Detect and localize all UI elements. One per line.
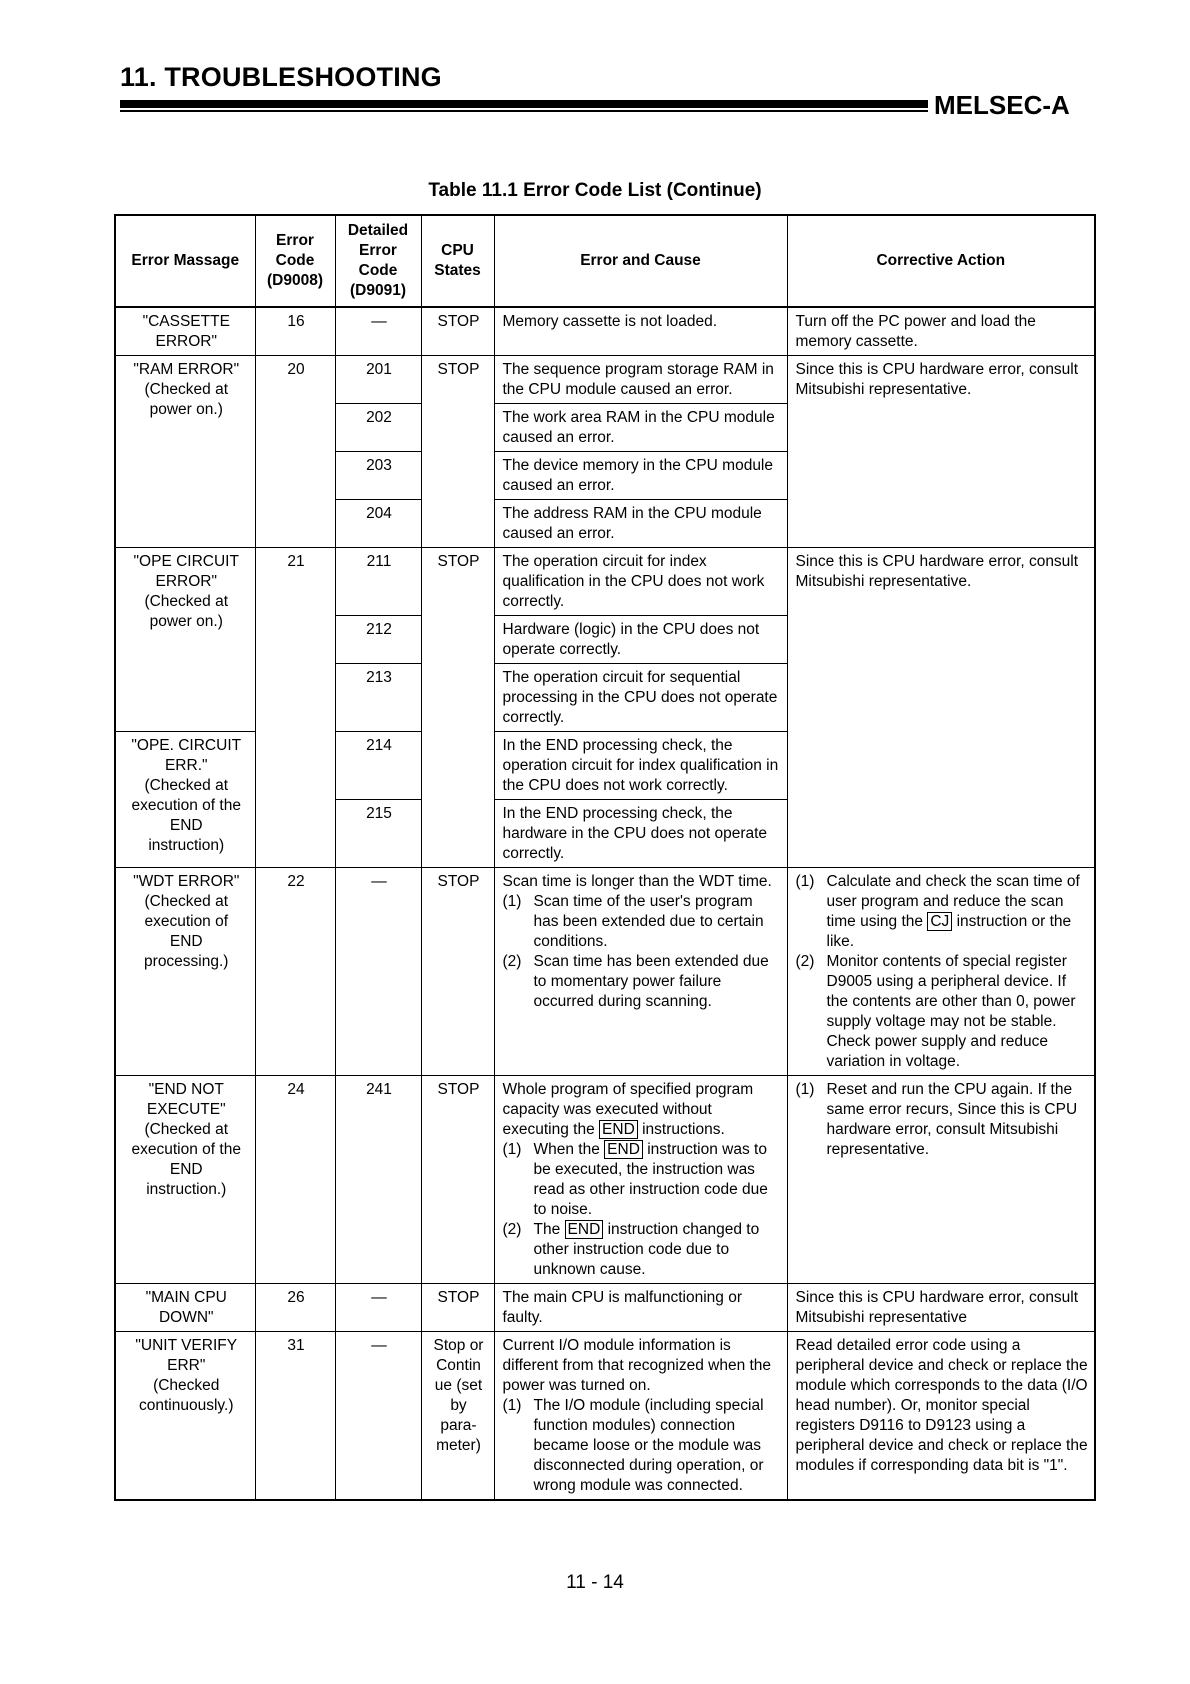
- corrective-action: [787, 868, 1095, 1076]
- error-message: "UNIT VERIFY ERR" (Checked continuously.): [115, 1332, 255, 1501]
- corrective-action: [787, 1076, 1095, 1284]
- cpu-state: STOP: [421, 548, 494, 868]
- error-cause: The address RAM in the CPU module caused an error.: [494, 500, 787, 548]
- list-item: (1) Reset and run the CPU again. If the same error recurs, Since this is CPU hardware error, consult Mitsubishi representative.: [795, 1081, 1078, 1158]
- detail-code: 212: [335, 616, 421, 664]
- detail-code: 202: [335, 404, 421, 452]
- detail-code: —: [335, 1332, 421, 1501]
- table-header-row: [115, 215, 1095, 307]
- table-row: [115, 868, 1095, 1076]
- error-code-table: [114, 214, 1096, 1501]
- detail-code: —: [335, 868, 421, 1076]
- list-item: (1) Calculate and check the scan time of user program and reduce the scan time using the CJ instruction or the like.: [795, 873, 1080, 950]
- error-code: 22: [255, 868, 335, 1076]
- error-cause: The operation circuit for index qualification in the CPU does not work correctly.: [494, 548, 787, 616]
- detail-code: 204: [335, 500, 421, 548]
- col-header-action: Corrective Action: [787, 215, 1095, 307]
- error-cause: The operation circuit for sequential processing in the CPU does not operate correctly.: [494, 664, 787, 732]
- page-number: 11 - 14: [566, 1572, 624, 1593]
- error-cause: [494, 1076, 787, 1284]
- list-item: (2) Scan time has been extended due to momentary power failure occurred during scanning.: [502, 953, 769, 1010]
- action-list: [796, 872, 1089, 1072]
- cpu-state: STOP: [421, 307, 494, 356]
- detail-code: 241: [335, 1076, 421, 1284]
- detail-code: 215: [335, 800, 421, 868]
- detail-code: 201: [335, 356, 421, 404]
- error-code: 16: [255, 307, 335, 356]
- detail-code: —: [335, 1284, 421, 1332]
- error-message: "CASSETTE ERROR": [115, 307, 255, 356]
- error-message: "WDT ERROR" (Checked at execution of END processing.): [115, 868, 255, 1076]
- error-message: "OPE. CIRCUIT ERR." (Checked at execution of the END instruction): [115, 732, 255, 868]
- cause-list: [503, 892, 781, 1012]
- cpu-state: STOP: [421, 1284, 494, 1332]
- error-cause: [494, 868, 787, 1076]
- table-row: [115, 1332, 1095, 1501]
- error-code: 21: [255, 548, 335, 868]
- error-message: "OPE CIRCUIT ERROR" (Checked at power on.): [115, 548, 255, 732]
- header-rule: [120, 100, 928, 108]
- action-list: [796, 1080, 1089, 1160]
- corrective-action: Since this is CPU hardware error, consult Mitsubishi representative.: [787, 356, 1095, 548]
- corrective-action: Turn off the PC power and load the memory cassette.: [787, 307, 1095, 356]
- cpu-state: STOP: [421, 1076, 494, 1284]
- error-message: "END NOT EXECUTE" (Checked at execution of the END instruction.): [115, 1076, 255, 1284]
- detail-code: 211: [335, 548, 421, 616]
- col-header-cause: Error and Cause: [494, 215, 787, 307]
- detail-code: —: [335, 307, 421, 356]
- error-cause: Memory cassette is not loaded.: [494, 307, 787, 356]
- cause-list: [503, 1140, 781, 1280]
- table-row: [115, 548, 1095, 616]
- list-item: (1) Scan time of the user's program has been extended due to certain conditions.: [502, 893, 764, 950]
- cause-intro: Current I/O module information is different from that recognized when the power was turned on.: [502, 1337, 772, 1394]
- error-code: 31: [255, 1332, 335, 1501]
- error-cause: Hardware (logic) in the CPU does not operate correctly.: [494, 616, 787, 664]
- cpu-state: STOP: [421, 868, 494, 1076]
- table-row: [115, 1284, 1095, 1332]
- detail-code: 213: [335, 664, 421, 732]
- list-item: (1) The I/O module (including special function modules) connection became loose or the module was disconnected during operation, or wrong module was connected.: [502, 1397, 764, 1494]
- list-item: (1) When the END instruction was to be executed, the instruction was read as other instruction code due to noise.: [502, 1141, 768, 1218]
- corrective-action: Read detailed error code using a peripheral device and check or replace the module which corresponds to the data (I/O head number). Or, monitor special registers D9116 to D9123 using a peripheral device and check or replace the modules if corresponding data bit is "1".: [787, 1332, 1095, 1501]
- error-cause: The main CPU is malfunctioning or faulty.: [494, 1284, 787, 1332]
- instruction-key-cj: CJ: [927, 912, 952, 931]
- error-code: 24: [255, 1076, 335, 1284]
- error-cause: In the END processing check, the operation circuit for index qualification in the CPU does not work correctly.: [494, 732, 787, 800]
- col-header-message: Error Massage: [115, 215, 255, 307]
- col-header-code: Error Code (D9008): [255, 215, 335, 307]
- col-header-cpu: CPU States: [421, 215, 494, 307]
- cpu-state: STOP: [421, 356, 494, 548]
- list-item: (2) Monitor contents of special register D9005 using a peripheral device. If the contents are other than 0, power supply voltage may not be stable. Check power supply and reduce variation in voltage.: [795, 953, 1076, 1070]
- cause-list: [503, 1396, 781, 1496]
- section-title: 11. TROUBLESHOOTING: [120, 62, 442, 92]
- col-header-detail: Detailed Error Code (D9091): [335, 215, 421, 307]
- instruction-key-end: END: [599, 1120, 638, 1139]
- corrective-action: Since this is CPU hardware error, consult Mitsubishi representative.: [787, 548, 1095, 868]
- cause-intro: Scan time is longer than the WDT time.: [502, 873, 772, 890]
- error-cause: The work area RAM in the CPU module caused an error.: [494, 404, 787, 452]
- cause-intro: Whole program of specified program capacity was executed without executing the END instructions.: [502, 1081, 754, 1138]
- instruction-key-end: END: [604, 1140, 643, 1159]
- error-cause: The sequence program storage RAM in the CPU module caused an error.: [494, 356, 787, 404]
- list-item: (2) The END instruction changed to other instruction code due to unknown cause.: [502, 1221, 760, 1278]
- error-code: 20: [255, 356, 335, 548]
- table-title: Table 11.1 Error Code List (Continue): [428, 180, 762, 201]
- table-row: [115, 356, 1095, 404]
- error-cause: [494, 1332, 787, 1501]
- error-code: 26: [255, 1284, 335, 1332]
- error-message: "RAM ERROR" (Checked at power on.): [115, 356, 255, 548]
- error-message: "MAIN CPU DOWN": [115, 1284, 255, 1332]
- header-rule-thin: [120, 110, 928, 112]
- table-row: [115, 307, 1095, 356]
- corrective-action: Since this is CPU hardware error, consult Mitsubishi representative: [787, 1284, 1095, 1332]
- table-row: [115, 1076, 1095, 1284]
- error-cause: In the END processing check, the hardware in the CPU does not operate correctly.: [494, 800, 787, 868]
- instruction-key-end: END: [565, 1220, 604, 1239]
- brand-label: MELSEC-A: [934, 90, 1070, 120]
- error-cause: The device memory in the CPU module caused an error.: [494, 452, 787, 500]
- detail-code: 203: [335, 452, 421, 500]
- detail-code: 214: [335, 732, 421, 800]
- cpu-state: Stop or Contin ue (set by para- meter): [421, 1332, 494, 1501]
